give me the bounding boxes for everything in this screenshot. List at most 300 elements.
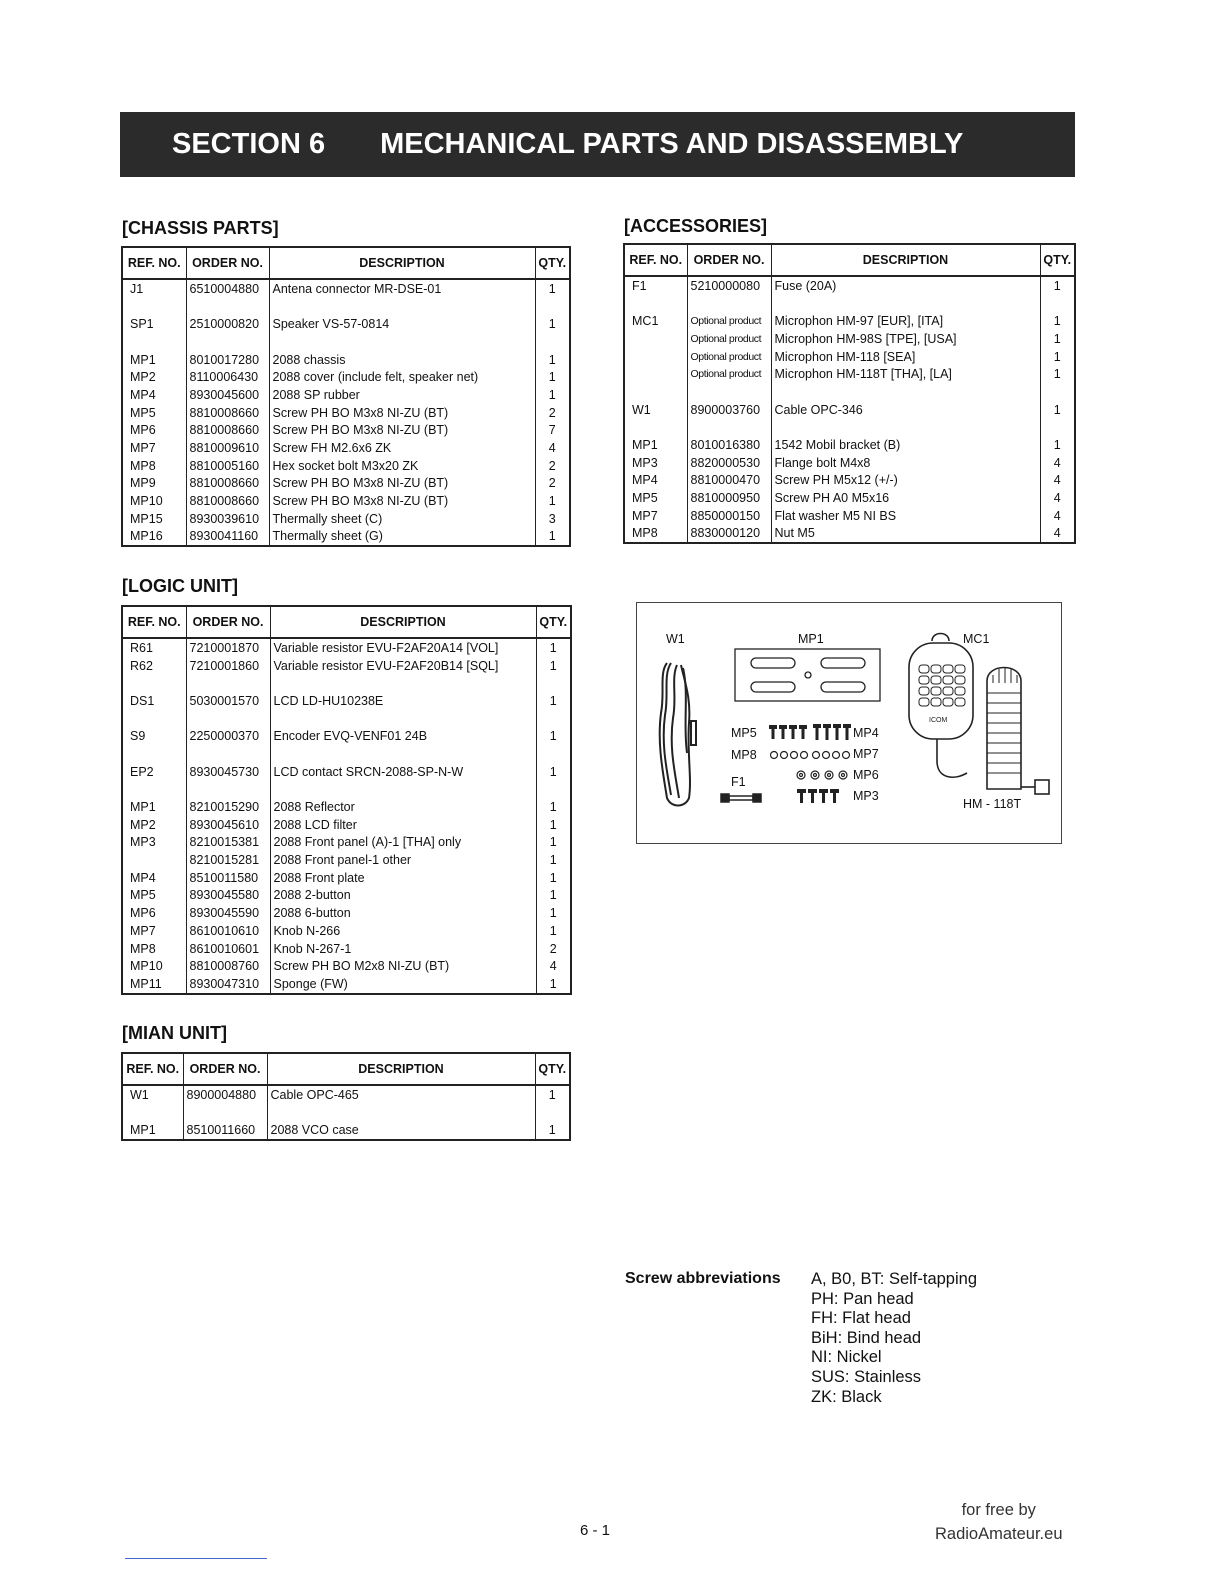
- ref-cell: MP2: [122, 816, 186, 834]
- description-cell: Variable resistor EVU-F2AF20B14 [SQL]: [270, 657, 536, 675]
- ref-cell: MP6: [122, 904, 186, 922]
- table-row: [122, 404, 570, 422]
- screws-drawing: [769, 724, 851, 803]
- ref-cell: J1: [122, 279, 186, 298]
- abbr-item: A, B0, BT: Self-tapping: [811, 1270, 978, 1288]
- description-cell: Screw PH M5x12 (+/-): [771, 472, 1040, 490]
- table-row: [122, 869, 571, 887]
- order-cell: 8930045730: [186, 763, 270, 781]
- ref-cell: MP4: [122, 386, 186, 404]
- description-cell: Antena connector MR-DSE-01: [269, 279, 535, 298]
- abbr-item: PH: Pan head: [811, 1289, 914, 1308]
- table-spacer-row: [624, 419, 1075, 437]
- table-spacer-row: [122, 674, 571, 692]
- table-spacer-row: [122, 781, 571, 799]
- spacer-cell: [535, 333, 570, 351]
- qty-cell: 7: [535, 422, 570, 440]
- qty-cell: 1: [535, 368, 570, 386]
- label-mic-model: HM - 118T: [963, 797, 1022, 811]
- watermark-line1: for free by: [961, 1501, 1036, 1519]
- ref-cell: MP11: [122, 975, 186, 994]
- spacer-cell: [122, 745, 186, 763]
- description-cell: Screw PH BO M2x8 NI-ZU (BT): [270, 957, 536, 975]
- table-row: [624, 365, 1075, 383]
- qty-cell: 4: [1040, 472, 1075, 490]
- abbr-item: SUS: Stainless: [811, 1367, 922, 1386]
- description-cell: Screw FH M2.6x6 ZK: [269, 439, 535, 457]
- order-cell: 8900003760: [687, 401, 771, 419]
- ref-cell: MP8: [122, 457, 186, 475]
- qty-cell: 1: [535, 386, 570, 404]
- description-cell: 2088 2-button: [270, 887, 536, 905]
- order-cell: 8810000950: [687, 489, 771, 507]
- spacer-cell: [535, 298, 570, 316]
- screw-abbreviations-list: [811, 1270, 977, 1407]
- accessories-figure: [636, 602, 1062, 844]
- abbr-item: NI: Nickel: [811, 1348, 882, 1367]
- description-cell: 2088 chassis: [269, 351, 535, 369]
- description-cell: Cable OPC-465: [267, 1085, 535, 1104]
- order-cell: 8110006430: [186, 368, 269, 386]
- ref-cell: EP2: [122, 763, 186, 781]
- order-cell: 8930045590: [186, 904, 270, 922]
- table-row: [122, 279, 570, 298]
- main-unit-table: [121, 1052, 571, 1141]
- table-row: [122, 510, 570, 528]
- ref-cell: MP1: [122, 798, 186, 816]
- spacer-cell: [186, 710, 270, 728]
- order-cell: 8810009610: [186, 439, 269, 457]
- order-cell: 8900004880: [183, 1085, 267, 1104]
- bracket-mp1-drawing: [735, 649, 880, 701]
- table-row: [122, 1085, 570, 1104]
- spacer-cell: [186, 333, 269, 351]
- description-cell: Microphon HM-118 [SEA]: [771, 348, 1040, 366]
- col-ref: REF. NO.: [122, 247, 186, 279]
- table-row: [122, 528, 570, 547]
- spacer-cell: [1040, 419, 1075, 437]
- qty-cell: 3: [535, 510, 570, 528]
- description-cell: Flat washer M5 NI BS: [771, 507, 1040, 525]
- order-cell: 8810008660: [186, 422, 269, 440]
- table-row: [624, 525, 1075, 544]
- section-title: MECHANICAL PARTS AND DISASSEMBLY: [380, 128, 964, 160]
- logic-heading: [LOGIC UNIT]: [122, 576, 238, 596]
- description-cell: 2088 LCD filter: [270, 816, 536, 834]
- qty-cell: 1: [536, 904, 571, 922]
- qty-cell: 1: [536, 922, 571, 940]
- qty-cell: 1: [1040, 401, 1075, 419]
- description-cell: Fuse (20A): [771, 276, 1040, 295]
- order-cell: 6510004880: [186, 279, 269, 298]
- order-cell: 8210015281: [186, 851, 270, 869]
- qty-cell: 1: [536, 657, 571, 675]
- ref-cell: MP15: [122, 510, 186, 528]
- ref-cell: R62: [122, 657, 186, 675]
- table-row: [624, 401, 1075, 419]
- description-cell: 1542 Mobil bracket (B): [771, 436, 1040, 454]
- ref-cell: MC1: [624, 312, 687, 330]
- ref-cell: R61: [122, 638, 186, 657]
- qty-cell: 1: [535, 351, 570, 369]
- table-spacer-row: [624, 383, 1075, 401]
- ref-cell: [624, 348, 687, 366]
- qty-cell: 1: [536, 834, 571, 852]
- spacer-cell: [269, 333, 535, 351]
- table-row: [624, 276, 1075, 295]
- microphone-mc1-drawing: [909, 634, 1049, 795]
- order-cell: 2250000370: [186, 727, 270, 745]
- screw-abbreviations-title: Screw abbreviations: [625, 1270, 781, 1287]
- washers-mp6: [797, 771, 847, 779]
- table-spacer-row: [122, 1104, 570, 1122]
- ref-cell: MP1: [122, 1121, 183, 1140]
- order-cell: 8510011580: [186, 869, 270, 887]
- spacer-cell: [624, 295, 687, 313]
- label-w1: W1: [666, 632, 685, 646]
- qty-cell: 1: [1040, 436, 1075, 454]
- table-row: [122, 922, 571, 940]
- col-description: DESCRIPTION: [270, 606, 536, 638]
- col-qty: QTY.: [1040, 244, 1075, 276]
- label-mp7: MP7: [853, 747, 879, 761]
- description-cell: Screw PH BO M3x8 NI-ZU (BT): [269, 422, 535, 440]
- description-cell: Thermally sheet (C): [269, 510, 535, 528]
- ref-cell: W1: [624, 401, 687, 419]
- order-cell: 8210015381: [186, 834, 270, 852]
- qty-cell: 1: [535, 315, 570, 333]
- cable-w1-drawing: [660, 663, 696, 806]
- spacer-cell: [186, 745, 270, 763]
- qty-cell: 2: [535, 404, 570, 422]
- description-cell: Microphon HM-118T [THA], [LA]: [771, 365, 1040, 383]
- description-cell: Hex socket bolt M3x20 ZK: [269, 457, 535, 475]
- ref-cell: MP8: [122, 940, 186, 958]
- order-cell: 8930045580: [186, 887, 270, 905]
- description-cell: 2088 Front plate: [270, 869, 536, 887]
- order-cell: 8610010610: [186, 922, 270, 940]
- section-number: SECTION 6: [172, 128, 326, 160]
- chassis-parts-table: [121, 246, 571, 547]
- description-cell: Knob N-266: [270, 922, 536, 940]
- order-cell: 7210001860: [186, 657, 270, 675]
- table-row: [122, 957, 571, 975]
- col-order: ORDER NO.: [183, 1053, 267, 1085]
- ref-cell: MP1: [624, 436, 687, 454]
- chassis-heading: [CHASSIS PARTS]: [122, 218, 279, 238]
- col-description: DESCRIPTION: [267, 1053, 535, 1085]
- order-cell: 8930045610: [186, 816, 270, 834]
- qty-cell: 1: [536, 887, 571, 905]
- description-cell: Flange bolt M4x8: [771, 454, 1040, 472]
- ref-cell: F1: [624, 276, 687, 295]
- watermark: [935, 1498, 1063, 1546]
- table-row: [122, 457, 570, 475]
- qty-cell: 4: [1040, 454, 1075, 472]
- spacer-cell: [536, 710, 571, 728]
- order-cell: 8810000470: [687, 472, 771, 490]
- qty-cell: 1: [536, 692, 571, 710]
- description-cell: Knob N-267-1: [270, 940, 536, 958]
- table-row: [122, 851, 571, 869]
- spacer-cell: [122, 781, 186, 799]
- table-spacer-row: [122, 333, 570, 351]
- description-cell: Cable OPC-346: [771, 401, 1040, 419]
- description-cell: 2088 SP rubber: [269, 386, 535, 404]
- main-unit-heading: [MIAN UNIT]: [122, 1023, 227, 1043]
- spacer-cell: [771, 383, 1040, 401]
- table-row: [122, 904, 571, 922]
- qty-cell: 1: [535, 279, 570, 298]
- spacer-cell: [270, 781, 536, 799]
- qty-cell: 1: [535, 528, 570, 547]
- col-ref: REF. NO.: [122, 606, 186, 638]
- accessories-drawing: [637, 603, 1061, 843]
- accessories-table: [623, 243, 1076, 544]
- fuse-f1-drawing: [721, 794, 761, 802]
- qty-cell: 1: [536, 975, 571, 994]
- ref-cell: MP8: [624, 525, 687, 544]
- spacer-cell: [624, 383, 687, 401]
- table-row: [122, 386, 570, 404]
- ref-cell: MP5: [122, 887, 186, 905]
- description-cell: 2088 VCO case: [267, 1121, 535, 1140]
- table-row: [122, 798, 571, 816]
- spacer-cell: [267, 1104, 535, 1122]
- order-cell: 8850000150: [687, 507, 771, 525]
- ref-cell: MP4: [624, 472, 687, 490]
- spacer-cell: [536, 674, 571, 692]
- spacer-cell: [270, 674, 536, 692]
- spacer-cell: [624, 419, 687, 437]
- col-order: ORDER NO.: [186, 606, 270, 638]
- order-cell: 5210000080: [687, 276, 771, 295]
- spacer-cell: [183, 1104, 267, 1122]
- qty-cell: 4: [1040, 525, 1075, 544]
- ref-cell: MP5: [624, 489, 687, 507]
- ref-cell: MP9: [122, 475, 186, 493]
- order-cell: 8930039610: [186, 510, 269, 528]
- ref-cell: MP7: [624, 507, 687, 525]
- col-ref: REF. NO.: [624, 244, 687, 276]
- description-cell: 2088 6-button: [270, 904, 536, 922]
- col-order: ORDER NO.: [687, 244, 771, 276]
- order-cell: 8210015290: [186, 798, 270, 816]
- qty-cell: 1: [536, 798, 571, 816]
- table-row: [122, 422, 570, 440]
- spacer-cell: [122, 1104, 183, 1122]
- ref-cell: MP3: [122, 834, 186, 852]
- qty-cell: 1: [536, 638, 571, 657]
- order-cell: 8610010601: [186, 940, 270, 958]
- qty-cell: 1: [1040, 365, 1075, 383]
- table-spacer-row: [624, 295, 1075, 313]
- ref-cell: W1: [122, 1085, 183, 1104]
- qty-cell: 1: [1040, 276, 1075, 295]
- table-row: [624, 436, 1075, 454]
- qty-cell: 4: [535, 439, 570, 457]
- order-cell: Optional product: [687, 348, 771, 366]
- spacer-cell: [122, 710, 186, 728]
- order-cell: 7210001870: [186, 638, 270, 657]
- ref-cell: SP1: [122, 315, 186, 333]
- ref-cell: MP3: [624, 454, 687, 472]
- qty-cell: 4: [536, 957, 571, 975]
- description-cell: 2088 Front panel (A)-1 [THA] only: [270, 834, 536, 852]
- ref-cell: MP16: [122, 528, 186, 547]
- table-row: [624, 312, 1075, 330]
- table-row: [122, 692, 571, 710]
- description-cell: Sponge (FW): [270, 975, 536, 994]
- order-cell: 8830000120: [687, 525, 771, 544]
- order-cell: 8930045600: [186, 386, 269, 404]
- abbr-item: FH: Flat head: [811, 1309, 911, 1328]
- col-order: ORDER NO.: [186, 247, 269, 279]
- qty-cell: 1: [1040, 348, 1075, 366]
- ref-cell: MP4: [122, 869, 186, 887]
- description-cell: Variable resistor EVU-F2AF20A14 [VOL]: [270, 638, 536, 657]
- description-cell: Microphon HM-97 [EUR], [ITA]: [771, 312, 1040, 330]
- screws-mp5: [769, 725, 807, 739]
- description-cell: LCD LD-HU10238E: [270, 692, 536, 710]
- spacer-cell: [535, 1104, 570, 1122]
- col-qty: QTY.: [536, 606, 571, 638]
- col-ref: REF. NO.: [122, 1053, 183, 1085]
- description-cell: Speaker VS-57-0814: [269, 315, 535, 333]
- table-row: [122, 315, 570, 333]
- table-spacer-row: [122, 745, 571, 763]
- logic-unit-table: [121, 605, 572, 995]
- qty-cell: 4: [1040, 507, 1075, 525]
- spacer-cell: [186, 674, 270, 692]
- order-cell: 8930041160: [186, 528, 269, 547]
- order-cell: 8510011660: [183, 1121, 267, 1140]
- order-cell: 8810008760: [186, 957, 270, 975]
- qty-cell: 1: [536, 763, 571, 781]
- abbr-item: ZK: Black: [811, 1387, 882, 1406]
- description-cell: Nut M5: [771, 525, 1040, 544]
- table-spacer-row: [122, 710, 571, 728]
- table-row: [122, 887, 571, 905]
- col-description: DESCRIPTION: [269, 247, 535, 279]
- table-row: [624, 330, 1075, 348]
- label-mp1: MP1: [798, 632, 824, 646]
- description-cell: 2088 Front panel-1 other: [270, 851, 536, 869]
- qty-cell: 2: [536, 940, 571, 958]
- description-cell: LCD contact SRCN-2088-SP-N-W: [270, 763, 536, 781]
- description-cell: 2088 cover (include felt, speaker net): [269, 368, 535, 386]
- order-cell: Optional product: [687, 312, 771, 330]
- mic-brand-label: ICOM: [929, 717, 948, 724]
- spacer-cell: [122, 674, 186, 692]
- spacer-cell: [270, 745, 536, 763]
- section-banner: [120, 112, 1075, 177]
- ref-cell: [122, 851, 186, 869]
- label-mp4: MP4: [853, 726, 879, 740]
- qty-cell: 1: [536, 727, 571, 745]
- description-cell: 2088 Reflector: [270, 798, 536, 816]
- abbr-item: BiH: Bind head: [811, 1328, 922, 1347]
- order-cell: 2510000820: [186, 315, 269, 333]
- nuts-washers-drawing: [771, 752, 850, 780]
- table-row: [624, 489, 1075, 507]
- screws-mp3: [797, 789, 839, 803]
- description-cell: Screw PH BO M3x8 NI-ZU (BT): [269, 475, 535, 493]
- ref-cell: MP7: [122, 439, 186, 457]
- table-row: [122, 638, 571, 657]
- spacer-cell: [536, 781, 571, 799]
- table-row: [624, 348, 1075, 366]
- table-row: [122, 351, 570, 369]
- table-row: [122, 940, 571, 958]
- col-qty: QTY.: [535, 247, 570, 279]
- ref-cell: MP6: [122, 422, 186, 440]
- accessories-heading: [ACCESSORIES]: [624, 216, 768, 236]
- order-cell: 8810008660: [186, 492, 269, 510]
- order-cell: Optional product: [687, 330, 771, 348]
- order-cell: 8010016380: [687, 436, 771, 454]
- ref-cell: [624, 365, 687, 383]
- label-mp6: MP6: [853, 768, 879, 782]
- order-cell: 5030001570: [186, 692, 270, 710]
- table-row: [122, 492, 570, 510]
- table-row: [122, 834, 571, 852]
- description-cell: Microphon HM-98S [TPE], [USA]: [771, 330, 1040, 348]
- label-mc1: MC1: [963, 632, 990, 646]
- spacer-cell: [536, 745, 571, 763]
- description-cell: Screw PH BO M3x8 NI-ZU (BT): [269, 492, 535, 510]
- qty-cell: 2: [535, 475, 570, 493]
- spacer-cell: [122, 333, 186, 351]
- ref-cell: DS1: [122, 692, 186, 710]
- order-cell: 8810008660: [186, 404, 269, 422]
- washers-mp7: [813, 752, 850, 759]
- qty-cell: 1: [536, 851, 571, 869]
- table-row: [122, 475, 570, 493]
- table-row: [122, 727, 571, 745]
- ref-cell: MP7: [122, 922, 186, 940]
- label-mp5: MP5: [731, 726, 757, 740]
- order-cell: 8930047310: [186, 975, 270, 994]
- table-spacer-row: [122, 298, 570, 316]
- qty-cell: 1: [1040, 330, 1075, 348]
- table-row: [122, 439, 570, 457]
- spacer-cell: [270, 710, 536, 728]
- spacer-cell: [269, 298, 535, 316]
- order-cell: 8010017280: [186, 351, 269, 369]
- spacer-cell: [122, 298, 186, 316]
- spacer-cell: [186, 298, 269, 316]
- watermark-line2: RadioAmateur.eu: [935, 1525, 1063, 1543]
- ref-cell: MP1: [122, 351, 186, 369]
- qty-cell: 1: [535, 1121, 570, 1140]
- spacer-cell: [1040, 383, 1075, 401]
- ref-cell: MP5: [122, 404, 186, 422]
- table-row: [122, 368, 570, 386]
- spacer-cell: [771, 419, 1040, 437]
- table-row: [122, 816, 571, 834]
- spacer-cell: [771, 295, 1040, 313]
- qty-cell: 1: [536, 869, 571, 887]
- description-cell: Thermally sheet (G): [269, 528, 535, 547]
- spacer-cell: [687, 383, 771, 401]
- qty-cell: 1: [535, 492, 570, 510]
- qty-cell: 4: [1040, 489, 1075, 507]
- ref-cell: MP10: [122, 957, 186, 975]
- qty-cell: 1: [1040, 312, 1075, 330]
- description-cell: Encoder EVQ-VENF01 24B: [270, 727, 536, 745]
- footer-rule: [125, 1558, 267, 1559]
